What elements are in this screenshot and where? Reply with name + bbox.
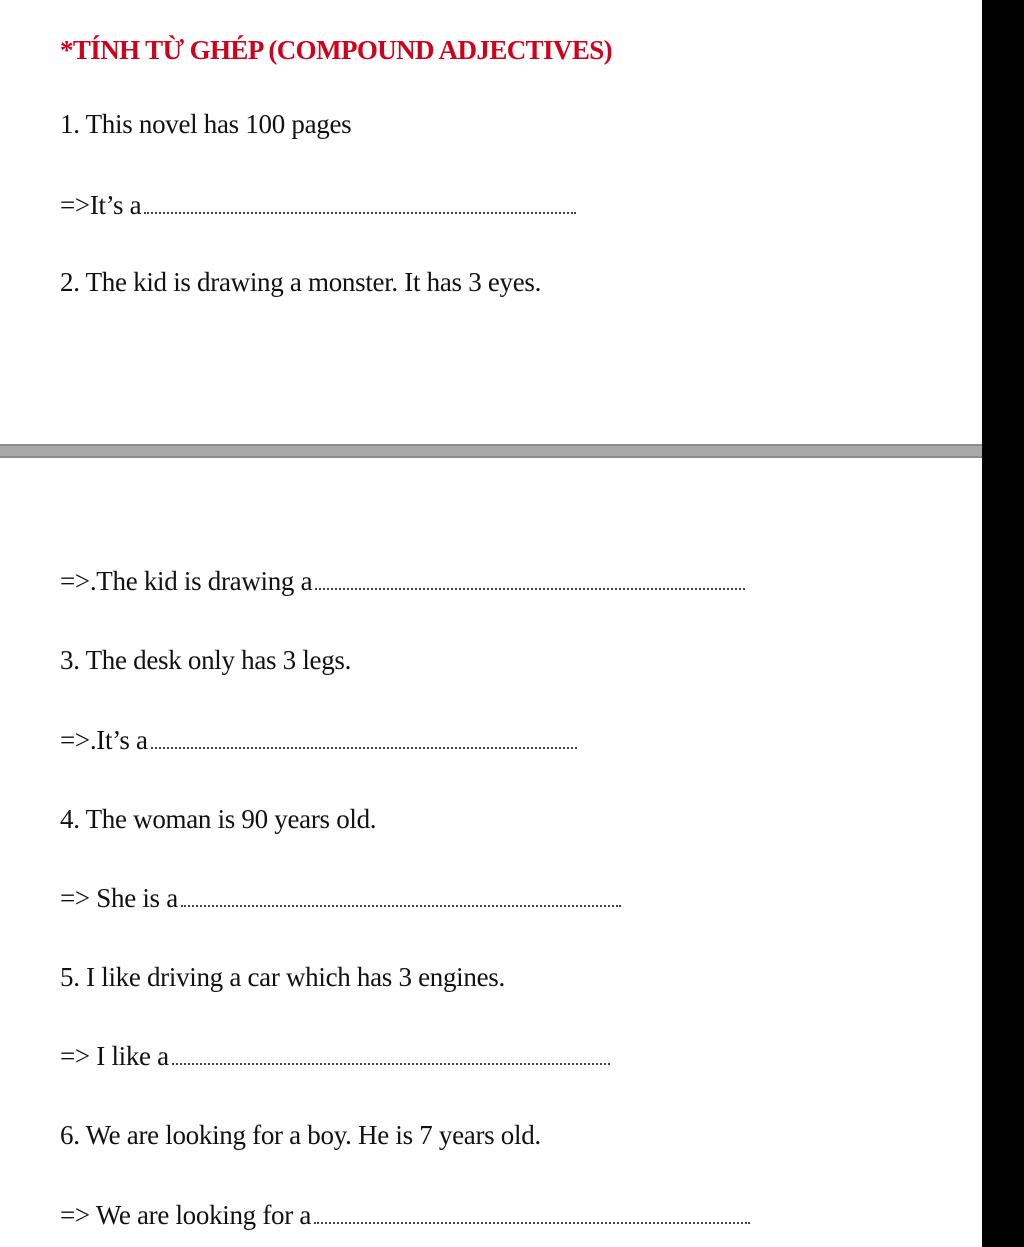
answer-line-5 [60, 1040, 610, 1072]
question-2: 2. The kid is drawing a monster. It has 3 eyes. [60, 267, 542, 297]
answer-lead-4: => She is a [60, 883, 178, 913]
answer-lead-2: =>.The kid is drawing a [60, 566, 313, 596]
answer-lead-3: =>.It’s a [60, 725, 148, 755]
answer-lead-1: =>It’s a [60, 190, 142, 220]
answer-blank-5[interactable] [172, 1063, 610, 1065]
page-break-divider [0, 444, 982, 458]
document-page-2 [0, 458, 982, 1247]
answer-line-2 [60, 565, 745, 597]
answer-line-6 [60, 1199, 750, 1231]
question-4: 4. The woman is 90 years old. [60, 804, 377, 834]
answer-blank-2[interactable] [315, 588, 745, 590]
answer-line-4 [60, 882, 621, 914]
answer-blank-4[interactable] [181, 905, 621, 907]
answer-blank-3[interactable] [151, 747, 577, 749]
worksheet-title: *TÍNH TỪ GHÉP (COMPOUND ADJECTIVES) [60, 35, 613, 65]
document-page-1 [0, 0, 982, 444]
question-6: 6. We are looking for a boy. He is 7 years old. [60, 1120, 541, 1150]
answer-blank-6[interactable] [314, 1222, 750, 1224]
answer-line-3 [60, 724, 577, 756]
question-5: 5. I like driving a car which has 3 engines. [60, 962, 505, 992]
question-1: 1. This novel has 100 pages [60, 109, 352, 139]
question-3: 3. The desk only has 3 legs. [60, 645, 352, 675]
answer-blank-1[interactable] [144, 212, 576, 214]
answer-line-1 [60, 189, 576, 221]
answer-lead-5: => I like a [60, 1041, 169, 1071]
answer-lead-6: => We are looking for a [60, 1200, 312, 1230]
